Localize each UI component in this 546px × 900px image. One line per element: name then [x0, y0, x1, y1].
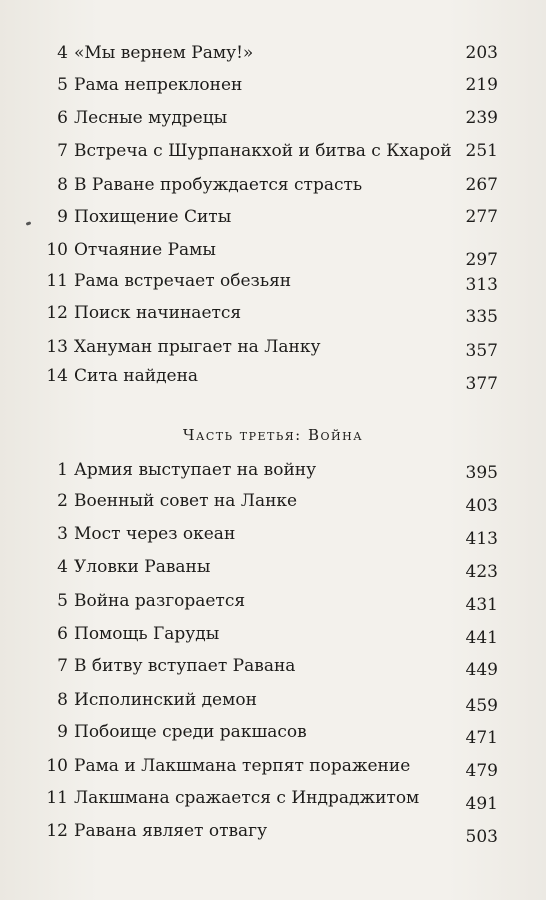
toc-entry — [0, 817, 546, 845]
toc-entry — [0, 686, 546, 714]
chapter-title: Сита найдена — [74, 366, 199, 386]
chapter-page: 413 — [465, 529, 498, 549]
chapter-title: Поиск начинается — [74, 303, 242, 323]
toc-entry — [0, 718, 546, 746]
chapter-title: Лакшмана сражается с Индраджитом — [74, 788, 420, 808]
toc-entry — [0, 236, 546, 270]
chapter-page: 431 — [465, 595, 498, 615]
chapter-title: В битву вступает Равана — [74, 656, 296, 676]
toc-entry — [0, 104, 546, 132]
chapter-title: Помощь Гаруды — [74, 624, 220, 644]
chapter-number: 3 — [57, 524, 68, 544]
chapter-page: 239 — [465, 108, 498, 128]
chapter-number: 4 — [57, 557, 68, 577]
chapter-number: 9 — [57, 207, 68, 227]
chapter-page: 219 — [465, 75, 498, 95]
chapter-number: 7 — [57, 656, 68, 676]
chapter-page: 503 — [465, 827, 498, 847]
toc-entry — [0, 137, 546, 165]
chapter-title: Мост через океан — [74, 524, 236, 544]
toc-entry — [0, 784, 546, 812]
chapter-title: Рама и Лакшмана терпят поражение — [74, 756, 411, 776]
chapter-number: 12 — [46, 303, 68, 323]
toc-entry — [0, 587, 546, 615]
chapter-number: 5 — [57, 75, 68, 95]
chapter-title: «Мы вернем Раму!» — [74, 43, 254, 63]
chapter-number: 2 — [57, 491, 68, 511]
chapter-number: 11 — [46, 271, 68, 291]
chapter-title: Военный совет на Ланке — [74, 491, 298, 511]
toc-entry — [0, 553, 546, 581]
chapter-page: 297 — [465, 250, 498, 270]
chapter-number: 13 — [46, 337, 68, 357]
chapter-page: 479 — [465, 761, 498, 781]
chapter-title: Уловки Раваны — [74, 557, 211, 577]
chapter-number: 10 — [46, 756, 68, 776]
chapter-page: 357 — [465, 341, 498, 361]
chapter-title: Равана являет отвагу — [74, 821, 268, 841]
chapter-page: 395 — [465, 463, 498, 483]
chapter-title: Исполинский демон — [74, 690, 257, 710]
chapter-title: Отчаяние Рамы — [74, 240, 216, 260]
chapter-page: 423 — [465, 562, 498, 582]
chapter-page: 459 — [465, 696, 498, 716]
toc-entry — [0, 487, 546, 515]
chapter-title: Рама непреклонен — [74, 75, 243, 95]
chapter-page: 335 — [465, 307, 498, 327]
chapter-page: 491 — [465, 794, 498, 814]
chapter-page: 441 — [465, 628, 498, 648]
chapter-page: 449 — [465, 660, 498, 680]
toc-entry — [0, 752, 546, 780]
chapter-title: Встреча с Шурпанакхой и битва с Кхарой — [74, 141, 452, 161]
chapter-page: 267 — [465, 175, 498, 195]
chapter-title: В Раване пробуждается страсть — [74, 175, 363, 195]
toc-entry — [0, 362, 546, 394]
chapter-number: 1 — [57, 460, 68, 480]
toc-entry — [0, 299, 546, 327]
toc-entry — [0, 520, 546, 548]
chapter-number: 9 — [57, 722, 68, 742]
chapter-number: 8 — [57, 690, 68, 710]
chapter-title: Лесные мудрецы — [74, 108, 228, 128]
chapter-number: 8 — [57, 175, 68, 195]
chapter-page: 377 — [465, 374, 498, 394]
toc-entry — [0, 267, 546, 295]
toc-entry — [0, 333, 546, 361]
toc-entry — [0, 171, 546, 199]
chapter-title: Побоище среди ракшасов — [74, 722, 307, 742]
chapter-number: 6 — [57, 624, 68, 644]
chapter-number: 6 — [57, 108, 68, 128]
chapter-page: 277 — [465, 207, 498, 227]
toc-entry — [0, 620, 546, 648]
chapter-title: Рама встречает обезьян — [74, 271, 292, 291]
chapter-page: 403 — [465, 496, 498, 516]
chapter-page: 471 — [465, 728, 498, 748]
toc-entry — [0, 456, 546, 484]
chapter-page: 251 — [465, 141, 498, 161]
toc-entry — [0, 203, 546, 231]
chapter-number: 11 — [46, 788, 68, 808]
chapter-page: 203 — [465, 43, 498, 63]
chapter-title: Армия выступает на войну — [74, 460, 317, 480]
chapter-number: 10 — [46, 240, 68, 260]
chapter-title: Похищение Ситы — [74, 207, 232, 227]
toc-entry — [0, 652, 546, 680]
chapter-number: 12 — [46, 821, 68, 841]
chapter-title: Хануман прыгает на Ланку — [74, 337, 321, 357]
section-heading: Часть третья: Война — [182, 426, 364, 444]
chapter-number: 7 — [57, 141, 68, 161]
chapter-number: 4 — [57, 43, 68, 63]
toc-entry — [0, 39, 546, 67]
toc-entry — [0, 71, 546, 99]
chapter-page: 313 — [465, 275, 498, 295]
chapter-title: Война разгорается — [74, 591, 246, 611]
chapter-number: 14 — [46, 366, 68, 386]
chapter-number: 5 — [57, 591, 68, 611]
